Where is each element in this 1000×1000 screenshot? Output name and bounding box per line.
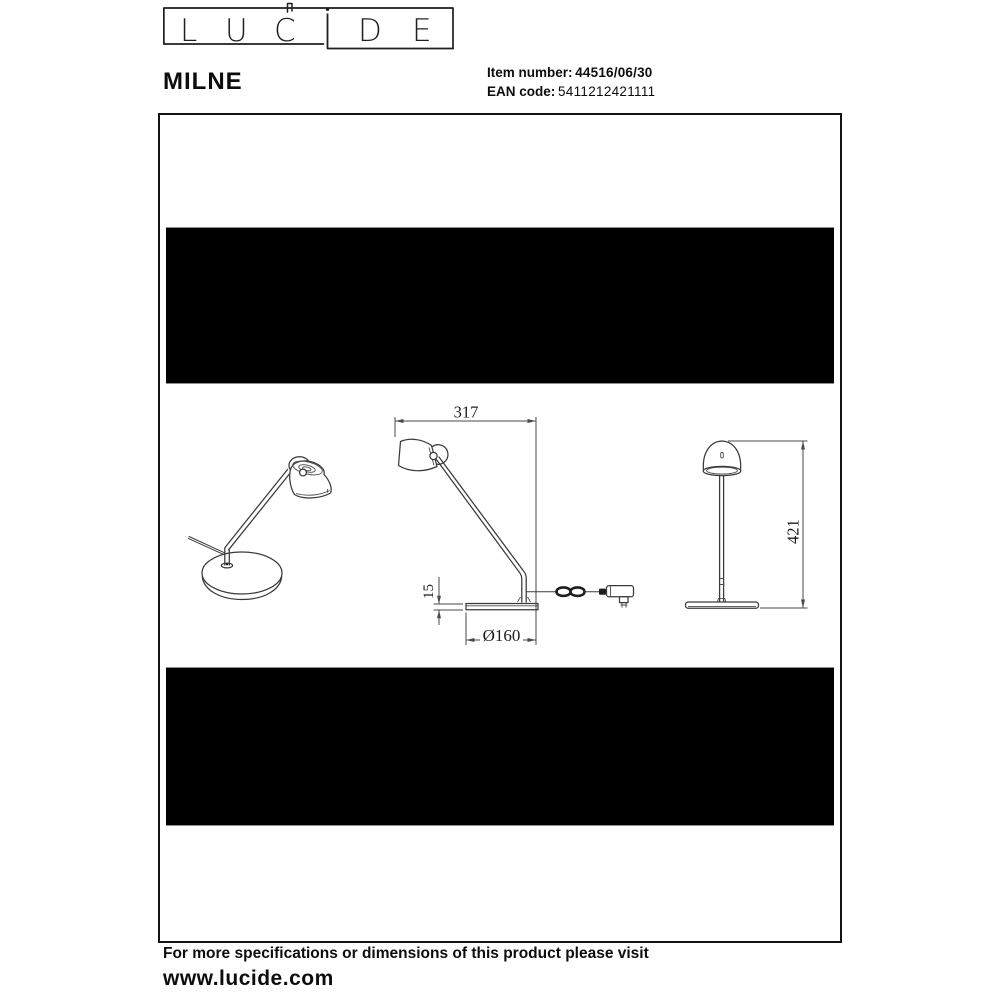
item-number-value: 44516/06/30 [575,65,653,80]
product-codes [487,63,655,101]
item-number-label: Item number: [487,65,573,80]
logo-letter-u: U [225,13,248,49]
cord-knot [557,587,585,596]
redacted-bar-top [166,227,834,384]
logo-letter-i [326,8,329,49]
footer-note: For more specifications or dimensions of this product please visit [163,945,649,962]
lamp-perspective-view [188,457,331,600]
logo-box [164,8,453,49]
product-title: MILNE [163,68,243,95]
ean-value: 5411212421111 [557,84,656,99]
dim-base-diameter [466,613,536,646]
ean-row [487,82,655,101]
dim-base-height-label: 15 [421,584,437,599]
ean-label: EAN code: [487,84,556,99]
power-adapter-plug [599,586,634,608]
redacted-bar-bottom [166,667,834,826]
logo-letter-d: D [358,13,382,49]
technical-drawing [158,383,842,667]
dim-base-diameter-label: Ø160 [482,626,521,645]
item-number-row [487,63,655,82]
lucide-logo [163,2,455,54]
logo-letter-l: L [180,13,198,49]
website-url: www.lucide.com [163,967,334,990]
dim-width-label: 317 [453,402,479,422]
logo-letter-e: E [412,13,432,49]
dim-base-thickness [421,577,463,625]
lamp-side-view [395,403,634,646]
dim-height-label: 421 [783,519,803,544]
logo-letter-c: C [274,13,296,49]
lamp-front-view [686,441,808,608]
